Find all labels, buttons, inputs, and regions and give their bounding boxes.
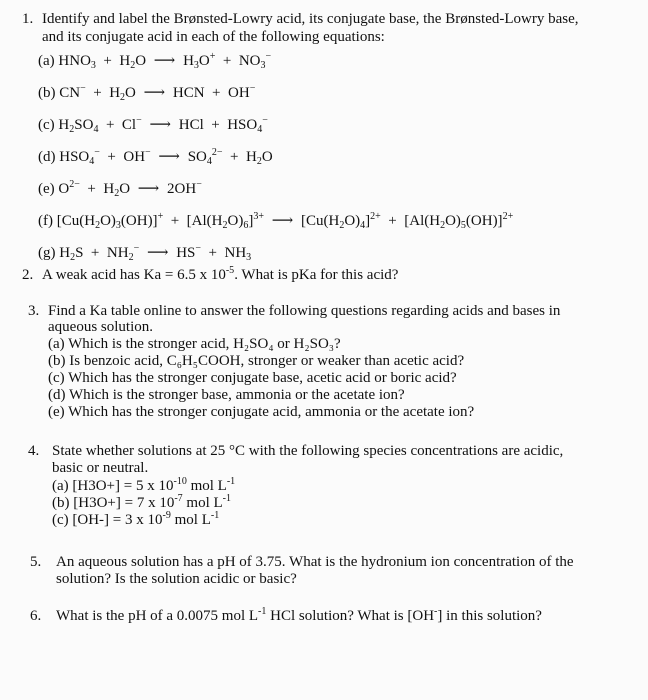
reaction-arrow-icon: ⟶ bbox=[137, 181, 160, 197]
equation-label: (d) bbox=[38, 149, 56, 165]
equation-label: (a) bbox=[38, 53, 55, 69]
subquestion-b: (b) [H3O+] = 7 x $10^{-7}$ mol $L^{-1}$ bbox=[52, 493, 232, 511]
subquestion-e: (e) Which has the stronger conjugate acid, ammonia or the acetate ion? bbox=[48, 404, 475, 420]
subquestion-a: (a) Which is the stronger acid, H₂SO₄ or H₂SO₃? bbox=[48, 336, 341, 352]
question-number: 6. bbox=[30, 608, 42, 624]
subquestion-a: (a) [H3O+] = 5 x $10^{-10}$ mol $L^{-1}$ bbox=[52, 476, 236, 494]
reaction-arrow-icon: ⟶ bbox=[146, 245, 169, 261]
question-text-line2: aqueous solution. bbox=[48, 319, 153, 335]
equation-label: (e) bbox=[38, 181, 55, 197]
subquestion-b: (b) Is benzoic acid, C₆H₅COOH, stronger or weaker than acetic acid? bbox=[48, 353, 465, 369]
subquestion-c: (c) Which has the stronger conjugate base, acetic acid or boric acid? bbox=[48, 370, 457, 386]
question-text-line2: basic or neutral. bbox=[52, 460, 149, 476]
question-text-line1: Find a Ka table online to answer the following questions regarding acids and bases in bbox=[48, 303, 561, 319]
equation-label: (g) bbox=[38, 245, 56, 261]
question-text-line1: State whether solutions at 25 °C with the following species concentrations are acidic, bbox=[52, 443, 564, 459]
equation-g: (g) $H_2S + NH_2^-$ ⟶ $HS^- + NH_3$ bbox=[38, 243, 252, 263]
question-text: What is the pH of a 0.0075 mol $L^{-1}$ HCl solution? What is [OH-] in this solution? bbox=[56, 606, 542, 624]
equation-a: (a) $HNO_3 + H_2O$ ⟶ $H_3O^+ + NO_3^-$ bbox=[38, 51, 272, 71]
question-number: 4. bbox=[28, 443, 40, 459]
reaction-arrow-icon: ⟶ bbox=[143, 85, 166, 101]
equation-label: (c) bbox=[38, 117, 55, 133]
equation-b: (b) $CN^- + H_2O$ ⟶ HCN + OH− bbox=[38, 83, 256, 103]
equation-label: (f) bbox=[38, 213, 53, 229]
question-text-line1: An aqueous solution has a pH of 3.75. What is the hydronium ion concentration of the bbox=[56, 554, 574, 570]
question-text-line1: Identify and label the Brønsted-Lowry acid, its conjugate base, the Brønsted-Lowry base, bbox=[42, 11, 579, 27]
subquestion-c: (c) [OH-] = 3 x $10^{-9}$ mol $L^{-1}$ bbox=[52, 510, 220, 528]
reaction-arrow-icon: ⟶ bbox=[149, 117, 171, 133]
reaction-arrow-icon: ⟶ bbox=[153, 53, 176, 69]
question-number: 5. bbox=[30, 554, 42, 570]
question-number: 2. bbox=[22, 267, 34, 283]
equation-e: (e) $O^{2-} + H_2O$ ⟶ 2OH− bbox=[38, 179, 202, 199]
reaction-arrow-icon: ⟶ bbox=[271, 213, 294, 229]
question-number: 3. bbox=[28, 303, 40, 319]
subquestion-d: (d) Which is the stronger base, ammonia or the acetate ion? bbox=[48, 387, 405, 403]
reaction-arrow-icon: ⟶ bbox=[158, 149, 180, 165]
equation-c: (c) $H_2SO_4 + Cl^-$ ⟶ HCl + $HSO_4^-$ bbox=[38, 115, 268, 135]
equation-f: (f) $[Cu(H_2O)_3(OH)]^+ + [Al(H_2O)_6]^{3+}$ ⟶ $[Cu(H_2O)_4]^{2+} + [Al(H_2O)_5(OH)]^{2+}$ bbox=[38, 211, 514, 231]
question-text-line2: solution? Is the solution acidic or basic? bbox=[56, 571, 297, 587]
question-number: 1. bbox=[22, 11, 34, 27]
question-text: A weak acid has Ka = 6.5 x $10^{-5}$. What is pKa for this acid? bbox=[42, 265, 399, 283]
equation-label: (b) bbox=[38, 85, 56, 101]
equation-d: (d) $HSO_4^- + OH^-$ ⟶ $SO_4^{2-} + H_2O$ bbox=[38, 147, 273, 167]
question-text-line2: and its conjugate acid in each of the following equations: bbox=[42, 29, 385, 45]
